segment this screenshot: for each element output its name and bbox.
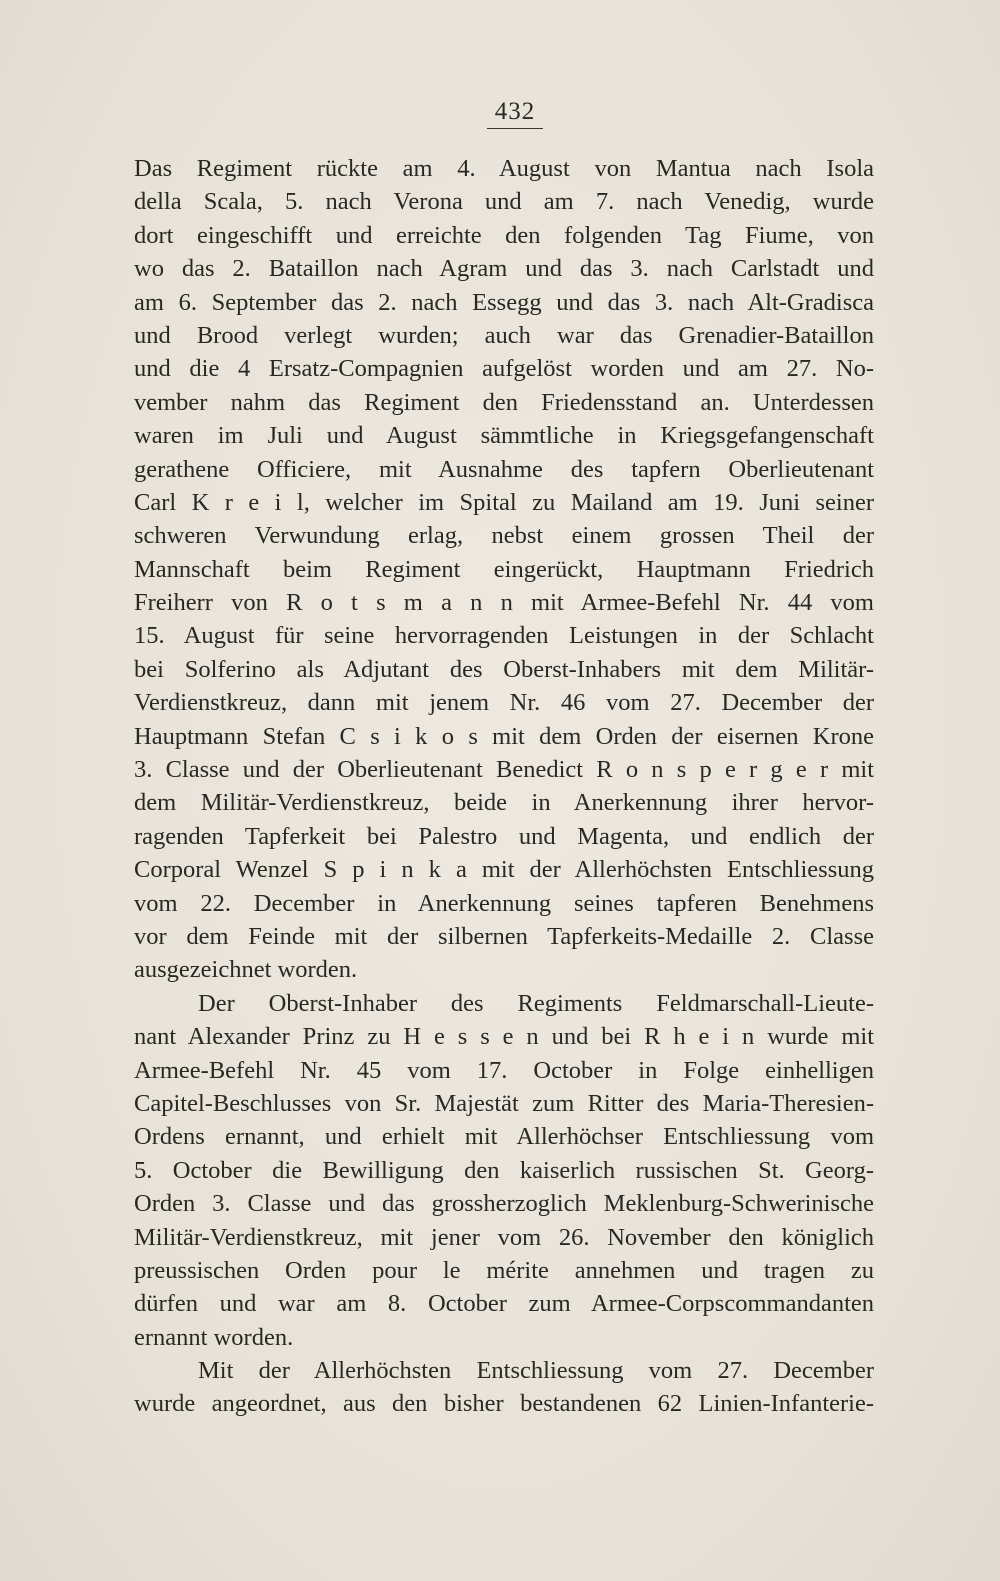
text-line: waren im Juli und August sämmtliche in Kriegsgefangenschaft [134, 422, 874, 450]
text-line: Armee-Befehl Nr. 45 vom 17. October in Folge einhelligen [134, 1056, 874, 1084]
text-line: Militär-Verdienstkreuz, mit jener vom 26. November den königlich [134, 1223, 874, 1251]
text-line: Corporal Wenzel S p i n k a mit der Allerhöchsten Entschliessung [134, 856, 874, 884]
text-line: ragenden Tapferkeit bei Palestro und Magenta, und endlich der [134, 822, 874, 850]
text-line: Freiherr von R o t s m a n n mit Armee-Befehl Nr. 44 vom [134, 589, 874, 617]
text-line: wurde angeordnet, aus den bisher bestandenen 62 Linien-Infanterie- [134, 1390, 874, 1418]
body-text [134, 152, 874, 1421]
text-line: Hauptmann Stefan C s i k o s mit dem Orden der eisernen Krone [134, 722, 874, 750]
text-line: Mannschaft beim Regiment eingerückt, Hauptmann Friedrich [134, 555, 874, 583]
text-line: ernannt worden. [134, 1323, 294, 1351]
text-line: dort eingeschifft und erreichte den folgenden Tag Fiume, von [134, 221, 874, 249]
text-line: schweren Verwundung erlag, nebst einem grossen Theil der [134, 522, 874, 550]
text-line: und Brood verlegt wurden; auch war das Grenadier-Bataillon [134, 321, 874, 349]
text-line: 3. Classe und der Oberlieutenant Benedict R o n s p e r g e r mit [134, 756, 874, 784]
text-line: Capitel-Beschlusses von Sr. Majestät zum Ritter des Maria-Theresien- [134, 1089, 874, 1117]
text-line: vember nahm das Regiment den Friedensstand an. Unterdessen [134, 388, 874, 416]
page-header [0, 98, 1000, 129]
text-line: gerathene Officiere, mit Ausnahme des tapfern Oberlieutenant [134, 455, 874, 483]
text-line: vor dem Feinde mit der silbernen Tapferkeits-Medaille 2. Classe [134, 922, 874, 950]
page-number: 432 [487, 98, 544, 129]
text-line: 15. August für seine hervorragenden Leistungen in der Schlacht [134, 622, 874, 650]
text-line: Orden 3. Classe und das grossherzoglich Meklenburg-Schwerinische [134, 1190, 874, 1218]
text-line: Ordens ernannt, und erhielt mit Allerhöchser Entschliessung vom [134, 1123, 874, 1151]
text-line: dürfen und war am 8. October zum Armee-Corpscommandanten [134, 1290, 874, 1318]
text-line: Das Regiment rückte am 4. August von Mantua nach Isola [134, 155, 874, 182]
text-line: Carl K r e i l, welcher im Spital zu Mailand am 19. Juni seiner [134, 488, 874, 516]
text-line: ausgezeichnet worden. [134, 956, 358, 984]
text-line: und die 4 Ersatz-Compagnien aufgelöst worden und am 27. No- [134, 355, 874, 383]
text-line: vom 22. December in Anerkennung seines tapferen Benehmens [134, 889, 874, 917]
text-line: Verdienstkreuz, dann mit jenem Nr. 46 vom 27. December der [134, 689, 874, 717]
text-line: wo das 2. Bataillon nach Agram und das 3. nach Carlstadt und [134, 255, 874, 283]
text-line: preussischen Orden pour le mérite annehmen und tragen zu [134, 1256, 874, 1284]
text-line: bei Solferino als Adjutant des Oberst-Inhabers mit dem Militär- [134, 655, 874, 683]
text-line: Mit der Allerhöchsten Entschliessung vom 27. December [198, 1357, 874, 1385]
text-line: am 6. September das 2. nach Essegg und das 3. nach Alt-Gradisca [134, 288, 874, 316]
text-line: Der Oberst-Inhaber des Regiments Feldmarschall-Lieute- [198, 989, 874, 1017]
text-line: 5. October die Bewilligung den kaiserlich russischen St. Georg- [134, 1156, 874, 1184]
text-line: della Scala, 5. nach Verona und am 7. nach Venedig, wurde [134, 188, 874, 216]
text-line: dem Militär-Verdienstkreuz, beide in Anerkennung ihrer hervor- [134, 789, 874, 817]
text-line: nant Alexander Prinz zu H e s s e n und bei R h e i n wurde mit [134, 1023, 874, 1051]
